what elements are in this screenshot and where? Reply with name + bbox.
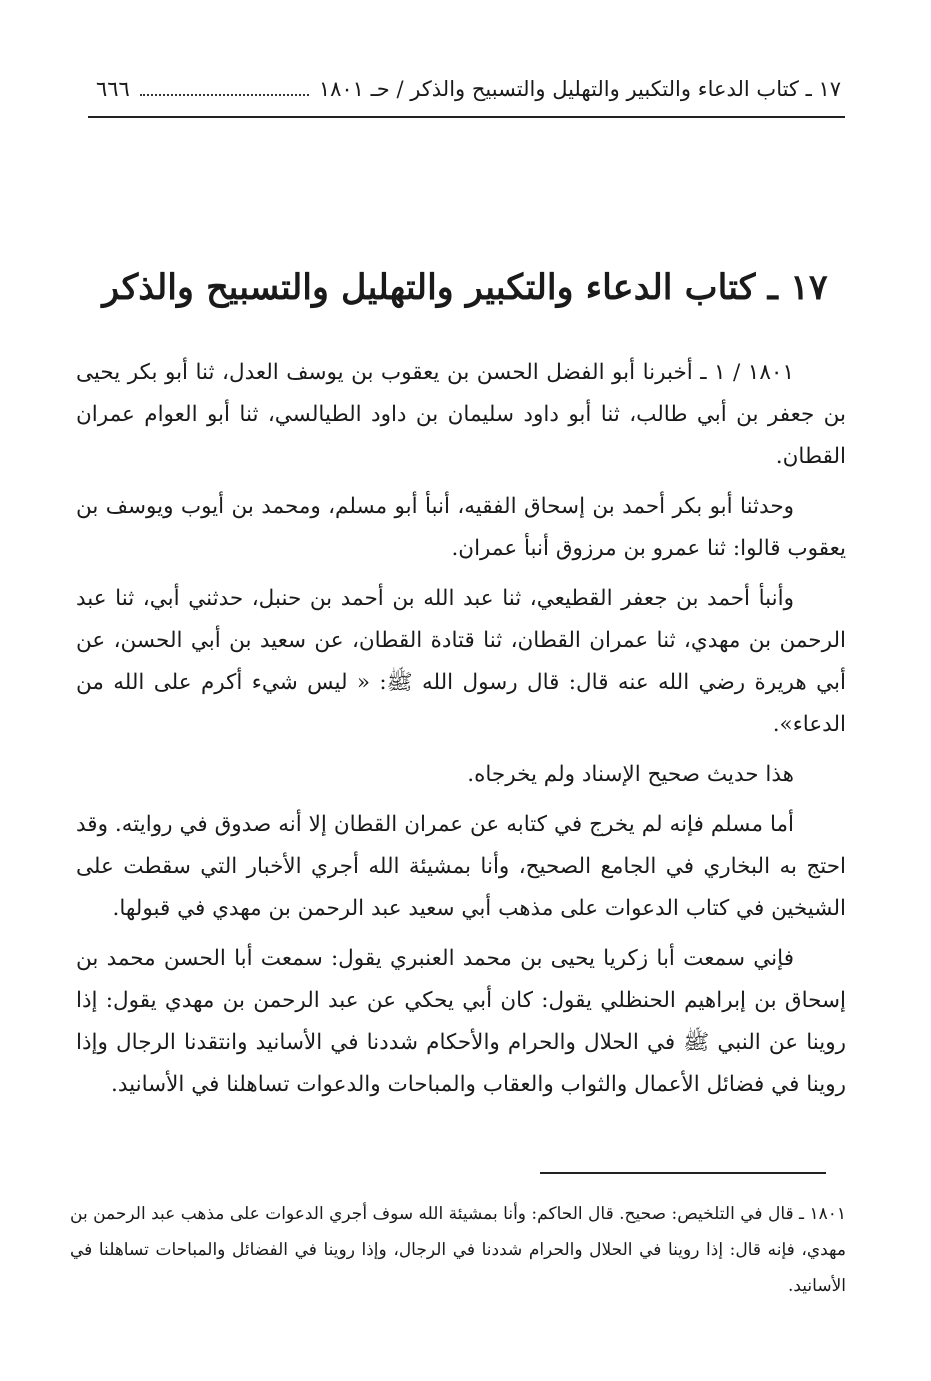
header-rule [88, 116, 845, 118]
footnote-text: ١٨٠١ ـ قال في التلخيص: صحيح. قال الحاكم: وأنا بمشيئة الله سوف أجري الدعوات على مذهب عبد الرحمن بن مهدي، فإنه قال: إذا روينا في الحلال والحرام شددنا في الرجال، وإذا روينا في الفضائل والمباحات تساهلنا في الأسانيد. [70, 1204, 846, 1296]
header-leader-dots [140, 94, 309, 96]
running-title: ١٧ ـ كتاب الدعاء والتكبير والتهليل والتسبيح والذكر / حـ ١٨٠١ [318, 77, 841, 101]
hadith-paragraph: وأنبأ أحمد بن جعفر القطيعي، ثنا عبد الله بن أحمد بن حنبل، حدثني أبي، ثنا عبد الرحمن بن مهدي، ثنا عمران القطان، ثنا قتادة القطان، عن سعيد بن أبي الحسن، عن أبي هريرة رضي الله عنه قال: قال رسول الله ﷺ: « ليس شيء أكرم على الله من الدعاء». [76, 586, 846, 737]
hadith-paragraph: وحدثنا أبو بكر أحمد بن إسحاق الفقيه، أنبأ أبو مسلم، ومحمد بن أيوب ويوسف بن يعقوب قالوا: ثنا عمرو بن مرزوق أنبأ عمران. [76, 494, 846, 561]
commentary-paragraph: أما مسلم فإنه لم يخرج في كتابه عن عمران القطان إلا أنه صدوق في روايته. وقد احتج به البخاري في الجامع الصحيح، وأنا بمشيئة الله أجري الأخبار التي سقطت على الشيخين في كتاب الدعوات على مذهب أبي سعيد عبد الرحمن بن مهدي في قبولها. [76, 812, 846, 921]
commentary-paragraph: فإني سمعت أبا زكريا يحيى بن محمد العنبري يقول: سمعت أبا الحسن محمد بن إسحاق بن إبراهيم الحنظلي يقول: كان أبي يحكي عن عبد الرحمن بن مهدي يقول: إذا روينا عن النبي ﷺ في الحلال والحرام والأحكام شددنا في الأسانيد وانتقدنا الرجال وإذا روينا في فضائل الأعمال والثواب والعقاب والمباحات والدعوات تساهلنا في الأسانيد. [76, 946, 846, 1097]
running-header [96, 74, 841, 104]
hadith-paragraph: ١٨٠١ / ١ ـ أخبرنا أبو الفضل الحسن بن يعقوب بن يوسف العدل، ثنا أبو بكر يحيى بن جعفر بن أبي طالب، ثنا أبو داود سليمان بن داود الطيالسي، ثنا أبو العوام عمران القطان. [76, 360, 846, 469]
footnote-rule [540, 1172, 826, 1174]
page-number: ٦٦٦ [96, 77, 130, 101]
body-text [76, 352, 846, 1114]
grading-paragraph: هذا حديث صحيح الإسناد ولم يخرجاه. [467, 762, 794, 787]
footnote [70, 1196, 846, 1304]
chapter-title: ١٧ ـ كتاب الدعاء والتكبير والتهليل والتسبيح والذكر [102, 267, 828, 308]
